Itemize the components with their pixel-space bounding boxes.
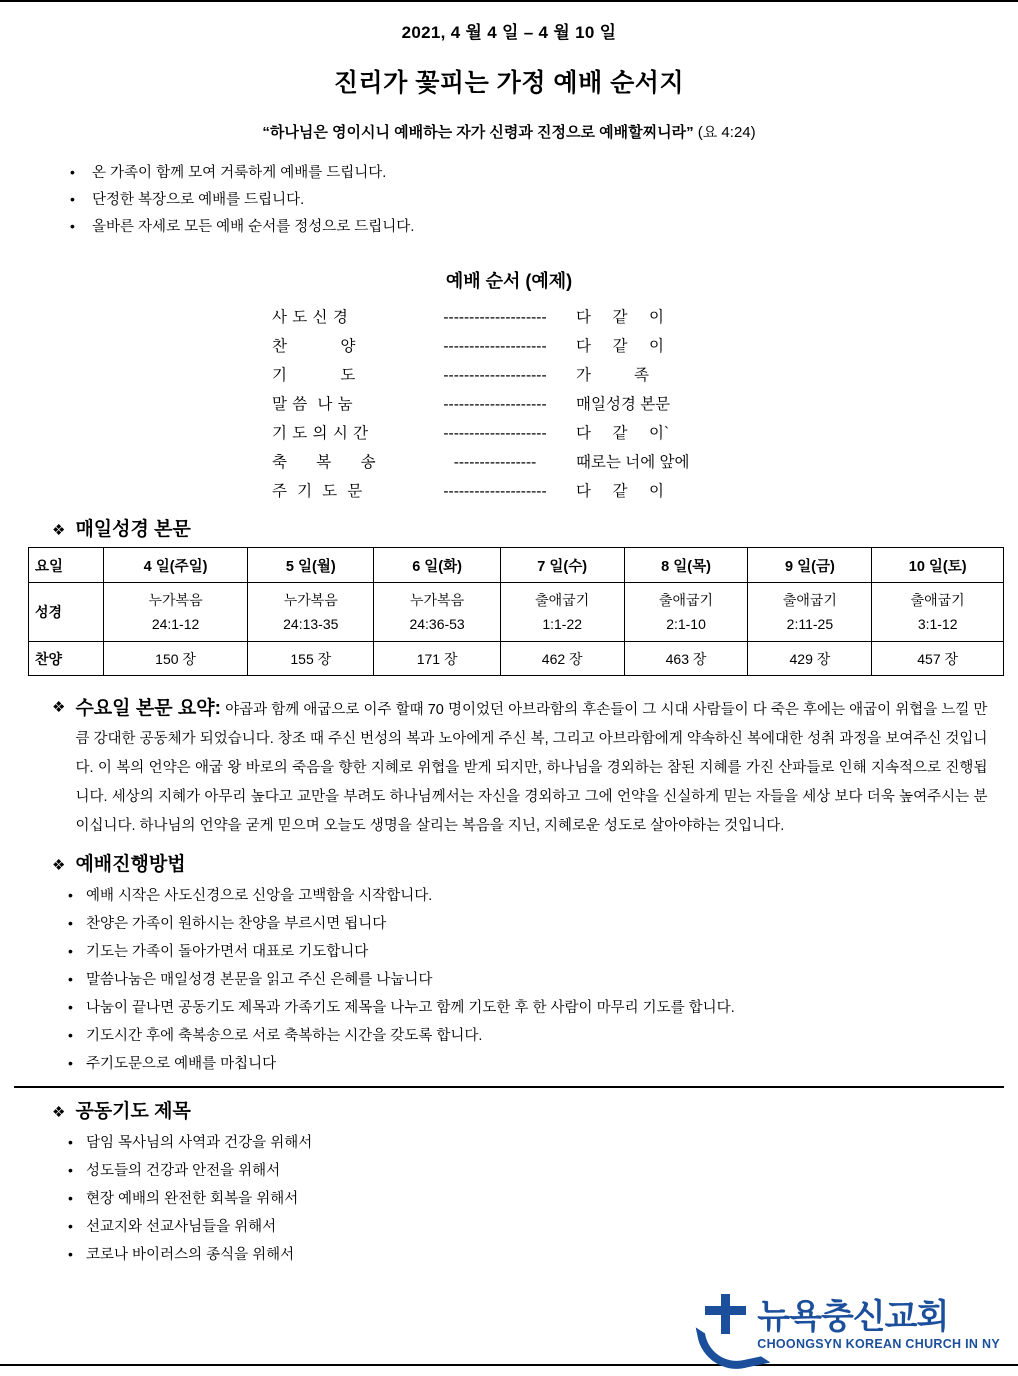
column-header: 8 일(목) <box>624 548 748 583</box>
list-item: • 나눔이 끝나면 공동기도 제목과 가족기도 제목을 나누고 함께 기도한 후 한 사람이 마무리 기도를 합니다. <box>86 994 1004 1022</box>
order-item-who: 다 같 이` <box>576 425 670 442</box>
church-logo <box>697 1294 1000 1356</box>
order-item-who: 다 같 이 <box>576 309 664 326</box>
table-cell: 150 장 <box>104 642 248 676</box>
section-divider <box>14 1086 1004 1088</box>
order-row <box>14 303 1004 332</box>
list-item: • 성도들의 건강과 안전을 위해서 <box>86 1157 1004 1185</box>
section-title: 매일성경 본문 <box>75 519 191 540</box>
bible-reference: 2:11-25 <box>786 616 834 632</box>
order-item-dashes: -------------------- <box>443 309 547 326</box>
order-item-name: 사 도 신 경 <box>272 309 349 326</box>
table-cell: 155 장 <box>248 642 374 676</box>
table-header-row <box>29 548 1004 583</box>
row-header: 성경 <box>29 583 104 642</box>
bible-reference: 24:1-12 <box>151 616 200 632</box>
table-cell <box>104 583 248 642</box>
order-item-name: 기 도 의 시 간 <box>272 425 369 442</box>
list-item: • 선교지와 선교사님들을 위해서 <box>86 1213 1004 1241</box>
scripture-quote <box>14 121 1004 142</box>
order-row <box>14 390 1004 419</box>
column-header: 9 일(금) <box>748 548 872 583</box>
bible-reference: 1:1-22 <box>542 616 583 632</box>
list-item: • 현장 예배의 완전한 회복을 위해서 <box>86 1185 1004 1213</box>
cross-icon <box>697 1294 753 1356</box>
bible-book: 누가복음 <box>148 592 203 608</box>
table-cell <box>500 583 624 642</box>
cross-horizontal-bar <box>705 1306 746 1315</box>
order-item-who: 다 같 이 <box>576 483 664 500</box>
logo-korean-name: 뉴욕충신교회 <box>757 1298 949 1336</box>
order-item-name: 찬 양 <box>272 338 356 355</box>
order-row <box>14 477 1004 506</box>
order-item-dashes: -------------------- <box>443 338 547 355</box>
table-row <box>29 642 1004 676</box>
table-cell <box>374 583 500 642</box>
list-item: • 코로나 바이러스의 종식을 위해서 <box>86 1241 1004 1269</box>
scripture-quote-text: “하나님은 영이시니 예배하는 자가 신령과 진정으로 예배할찌니라” <box>262 124 694 141</box>
table-cell: 463 장 <box>624 642 748 676</box>
section-heading-common-prayer <box>14 1096 1004 1123</box>
table-cell <box>748 583 872 642</box>
common-prayer-list <box>14 1129 1004 1269</box>
bible-reference: 24:13-35 <box>283 616 339 632</box>
summary-body: 야곱과 함께 애굽으로 이주 할때 70 명이었던 아브라함의 후손들이 그 시대 사람들이 다 죽은 후에는 애굽이 위협을 느낄 만큼 강대한 공동체가 되었습니다. 창조 때 주신 번성의 복과 노아에게 주신 복, 그리고 아브라함에게 약속하신 복에대한 성취 과정을 보여주신 것입니다. 이 복의 언약은 애굽 왕 바로의 죽음을 향한 지혜로 위협을 받게 되지만, 하나님을 경외하는 참된 지혜를 가진 산파들로 인해 지속적으로 진행됩니다. 세상의 지혜가 아무리 높다고 교만을 부려도 하나님께서는 자신을 경외하고 그에 언약을 신실하게 믿는 자들을 세상 보다 더욱 높여주시는 분이십니다. 하나님의 언약을 굳게 믿으며 오늘도 생명을 살리는 복음을 지닌, 지혜로운 성도로 살아야하는 것입니다. <box>75 702 988 834</box>
section-title: 예배진행방법 <box>75 854 186 875</box>
list-item: • 올바른 자세로 모든 예배 순서를 정성으로 드립니다. <box>92 214 1004 241</box>
bible-book: 출애굽기 <box>782 592 837 608</box>
swoosh-shape <box>696 1314 771 1376</box>
scripture-reference: (요 4:24) <box>697 124 756 141</box>
section-title: 공동기도 제목 <box>75 1101 191 1122</box>
table-cell: 171 장 <box>374 642 500 676</box>
daily-bible-table <box>28 547 1004 676</box>
order-item-who: 매일성경 본문 <box>576 396 671 413</box>
order-item-name: 축 복 송 <box>272 454 377 471</box>
guidelines-list <box>14 160 1004 241</box>
bible-reference: 24:36-53 <box>409 616 465 632</box>
table-cell <box>248 583 374 642</box>
list-item: • 기도는 가족이 돌아가면서 대표로 기도합니다 <box>86 938 1004 966</box>
diamond-icon: ❖ <box>52 522 66 539</box>
table-cell <box>624 583 748 642</box>
column-header: 5 일(월) <box>248 548 374 583</box>
order-item-who: 다 같 이 <box>576 338 664 355</box>
list-item: • 온 가족이 함께 모여 거룩하게 예배를 드립니다. <box>92 160 1004 187</box>
date-range: 2021, 4 월 4 일 – 4 월 10 일 <box>401 23 617 42</box>
table-cell: 462 장 <box>500 642 624 676</box>
diamond-icon: ❖ <box>52 699 66 716</box>
column-header: 7 일(수) <box>500 548 624 583</box>
bible-reference: 3:1-12 <box>917 616 958 632</box>
order-row <box>14 361 1004 390</box>
section-heading-daily-bible <box>14 514 1004 541</box>
list-item: • 말씀나눔은 매일성경 본문을 읽고 주신 은혜를 나눕니다 <box>86 966 1004 994</box>
order-item-name: 주 기 도 문 <box>272 483 363 500</box>
worship-method-list <box>14 882 1004 1078</box>
column-header: 4 일(주일) <box>104 548 248 583</box>
order-item-who: 때로는 너에 앞에 <box>576 454 690 471</box>
bible-reference: 2:1-10 <box>666 616 706 632</box>
wednesday-summary-section <box>14 694 1004 841</box>
bible-book: 출애굽기 <box>910 592 965 608</box>
table-row <box>29 583 1004 642</box>
logo-english-name: CHOONGSYN KOREAN CHURCH IN NY <box>757 1337 1000 1351</box>
bible-book: 출애굽기 <box>658 592 714 608</box>
section-heading-worship-method <box>14 849 1004 876</box>
list-item: • 기도시간 후에 축복송으로 서로 축복하는 시간을 갖도록 합니다. <box>86 1022 1004 1050</box>
bible-book: 누가복음 <box>283 592 338 608</box>
order-row <box>14 419 1004 448</box>
list-item: • 예배 시작은 사도신경으로 신앙을 고백함을 시작합니다. <box>86 882 1004 910</box>
order-item-dashes: -------------------- <box>443 483 547 500</box>
order-row <box>14 448 1004 477</box>
column-header: 10 일(토) <box>872 548 1004 583</box>
order-item-dashes: ---------------- <box>453 454 537 471</box>
summary-paragraph <box>75 694 987 841</box>
table-cell <box>872 583 1004 642</box>
table-cell: 429 장 <box>748 642 872 676</box>
list-item: • 찬양은 가족이 원하시는 찬양을 부르시면 됩니다 <box>86 910 1004 938</box>
order-item-dashes: -------------------- <box>443 425 547 442</box>
order-item-dashes: -------------------- <box>443 396 547 413</box>
list-item: • 단정한 복장으로 예배를 드립니다. <box>92 187 1004 214</box>
order-item-name: 기 도 <box>272 367 356 384</box>
column-header: 6 일(화) <box>374 548 500 583</box>
list-item: • 주기도문으로 예배를 마칩니다 <box>86 1050 1004 1078</box>
summary-label: 수요일 본문 요약: <box>75 698 221 719</box>
diamond-icon: ❖ <box>52 1104 66 1121</box>
logo-text <box>757 1299 1000 1351</box>
order-of-worship-title: 예배 순서 (예제) <box>445 271 573 291</box>
order-item-dashes: -------------------- <box>443 367 547 384</box>
diamond-icon: ❖ <box>52 857 66 874</box>
table-cell: 457 장 <box>872 642 1004 676</box>
page-title: 진리가 꽃피는 가정 예배 순서지 <box>333 69 685 97</box>
order-item-name: 말 씀 나 눔 <box>272 396 354 413</box>
row-header: 찬양 <box>29 642 104 676</box>
column-header: 요일 <box>29 548 104 583</box>
list-item: • 담임 목사님의 사역과 건강을 위해서 <box>86 1129 1004 1157</box>
document-body <box>0 2 1018 1269</box>
order-of-worship-list <box>14 303 1004 506</box>
bible-book: 누가복음 <box>410 592 465 608</box>
order-item-who: 가 족 <box>576 367 650 384</box>
bible-book: 출애굽기 <box>535 592 590 608</box>
order-row <box>14 332 1004 361</box>
